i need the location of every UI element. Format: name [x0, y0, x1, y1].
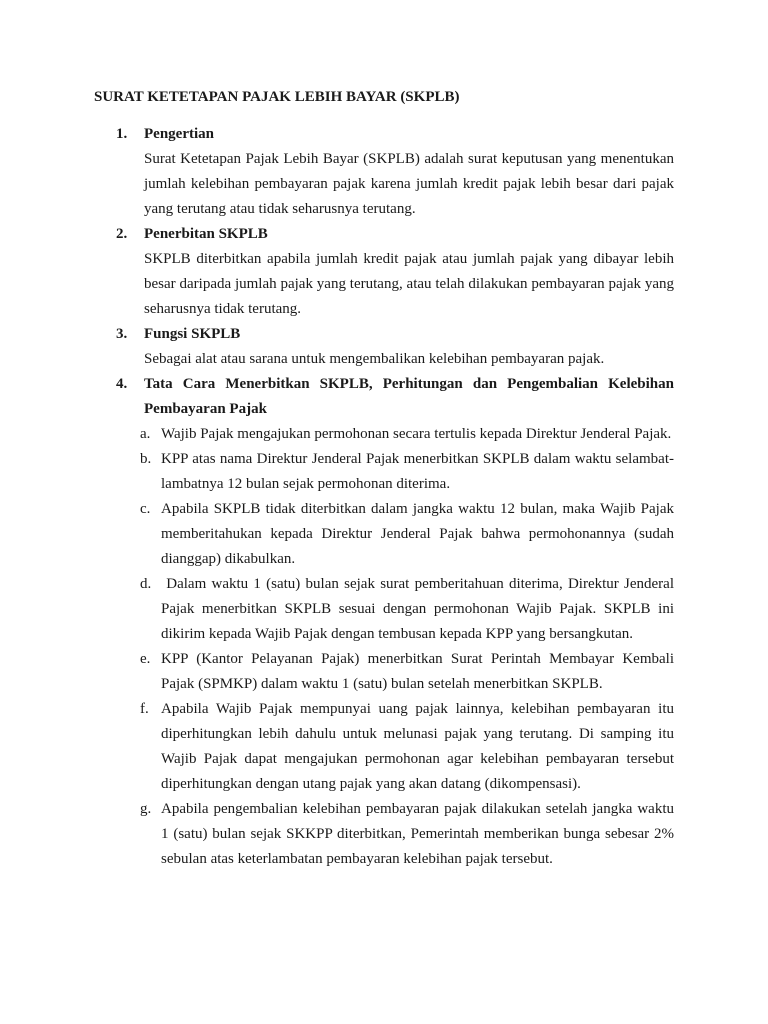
section-heading: Penerbitan SKPLB: [144, 226, 268, 242]
list-item-text: Apabila Wajib Pajak mempunyai uang pajak lainnya, kelebihan pembayaran itu diperhitungkan lebih dahulu untuk melunasi pajak yang terutang. Di samping itu Wajib Pajak dapat mengajukan permohonan agar kelebihan pembayaran tersebut diperhitungkan dengan utang pajak yang akan datang (dikompensasi).: [161, 701, 674, 792]
section-number: 2.: [116, 226, 128, 242]
list-item: [140, 697, 674, 797]
list-item-text: KPP atas nama Direktur Jenderal Pajak menerbitkan SKPLB dalam waktu selambat-lambatnya 12 bulan sejak permohonan diterima.: [161, 451, 674, 492]
list-item: [140, 497, 674, 572]
list-item-text: Wajib Pajak mengajukan permohonan secara tertulis kepada Direktur Jenderal Pajak.: [161, 426, 672, 442]
list-item-letter: d.: [140, 576, 152, 592]
section-text: SKPLB diterbitkan apabila jumlah kredit pajak atau jumlah pajak yang dibayar lebih besar daripada jumlah pajak yang terutang, atau telah dilakukan pembayaran pajak yang seharusnya tidak terutang.: [144, 251, 674, 317]
list-item-letter: c.: [140, 501, 151, 517]
list-item: [140, 447, 674, 497]
section-tata-cara: [94, 372, 678, 872]
list-item: [140, 797, 674, 872]
section-heading: Fungsi SKPLB: [144, 326, 241, 342]
section-heading: Tata Cara Menerbitkan SKPLB, Perhitungan dan Pengembalian Kelebihan Pembayaran Pajak: [144, 376, 674, 417]
list-item-letter: a.: [140, 426, 151, 442]
list-item: [140, 422, 674, 447]
list-item-letter: b.: [140, 451, 152, 467]
list-item-text: Dalam waktu 1 (satu) bulan sejak surat pemberitahuan diterima, Direktur Jenderal Pajak menerbitkan SKPLB sesuai dengan permohonan Wajib Pajak. SKPLB ini dikirim kepada Wajib Pajak dengan tembusan kepada KPP yang bersangkutan.: [161, 576, 678, 642]
section-number: 3.: [116, 326, 128, 342]
section-pengertian: [94, 122, 674, 222]
section-penerbitan: [94, 222, 674, 322]
section-number: 4.: [116, 376, 128, 392]
section-text: Sebagai alat atau sarana untuk mengembalikan kelebihan pembayaran pajak.: [144, 351, 605, 367]
document-title: SURAT KETETAPAN PAJAK LEBIH BAYAR (SKPLB): [94, 89, 460, 105]
section-number: 1.: [116, 126, 128, 142]
section-fungsi: [94, 322, 674, 372]
list-item-letter: e.: [140, 651, 151, 667]
section-heading: Pengertian: [144, 126, 214, 142]
list-item-text: KPP (Kantor Pelayanan Pajak) menerbitkan Surat Perintah Membayar Kembali Pajak (SPMKP) dalam waktu 1 (satu) bulan setelah menerbitkan SKPLB.: [161, 651, 674, 692]
list-item-text: Apabila pengembalian kelebihan pembayaran pajak dilakukan setelah jangka waktu 1 (satu) bulan sejak SKKPP diterbitkan, Pemerintah memberikan bunga sebesar 2% sebulan atas keterlambatan pembayaran kelebihan pajak tersebut.: [161, 801, 674, 867]
section-text: Surat Ketetapan Pajak Lebih Bayar (SKPLB) adalah surat keputusan yang menentukan jumlah kelebihan pembayaran pajak karena jumlah kredit pajak lebih besar dari pajak yang terutang atau tidak seharusnya terutang.: [144, 151, 674, 217]
list-item-letter: f.: [140, 701, 149, 717]
list-item: [140, 647, 674, 697]
list-item-text: Apabila SKPLB tidak diterbitkan dalam jangka waktu 12 bulan, maka Wajib Pajak memberitahukan kepada Direktur Jenderal Pajak bahwa permohonannya (sudah dianggap) dikabulkan.: [161, 501, 674, 567]
list-item: [140, 572, 678, 647]
list-item-letter: g.: [140, 801, 152, 817]
